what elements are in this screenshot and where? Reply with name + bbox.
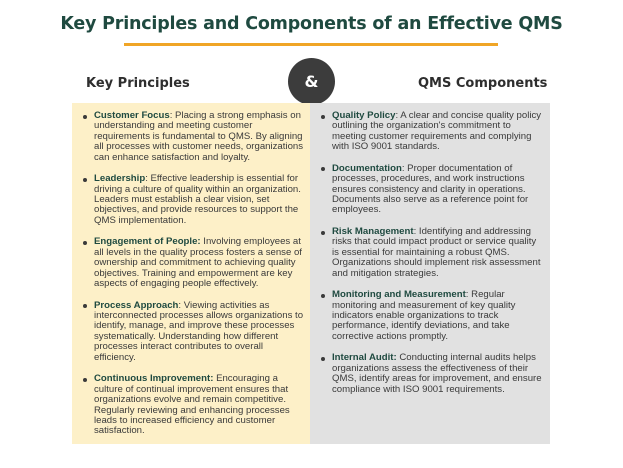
page-title: Key Principles and Components of an Effective QMS xyxy=(60,14,563,34)
principle-item xyxy=(80,374,304,436)
principle-text: Encouraging a culture of continual improvement ensures that organizations evolve and remain competitive. Regularly reviewing and enhancing processes leads to increased efficiency and customer satisfaction. xyxy=(94,373,290,437)
right-column-heading: QMS Components xyxy=(418,76,548,91)
component-item xyxy=(318,353,544,395)
principle-text: Involving employees at all levels in the quality process fosters a sense of ownership and commitment to achieving quality objectives. Training and empowerment are key aspects of engaging people effectively. xyxy=(94,236,302,290)
component-item: Quality Policy: A clear and concise quality policy outlining the organization's commitment to meeting customer requirements and complying with ISO 9001 standards. xyxy=(318,111,544,153)
components-list xyxy=(318,111,544,395)
component-text: Proper documentation of processes, procedures, and work instructions ensures consistency and clarity in operations. Documents also serve as a reference point for employees. xyxy=(332,162,529,216)
principle-term: Engagement of People: xyxy=(94,236,201,248)
component-text: A clear and concise quality policy outlining the organization's commitment to meeting customer requirements and complying with ISO 9001 standards. xyxy=(332,110,542,153)
component-term: Quality Policy xyxy=(332,110,396,121)
component-text: Regular monitoring and measurement of key quality indicators enable organizations to track performance, identify deviations, and take corrective actions promptly. xyxy=(332,289,516,342)
principle-text: Viewing activities as interconnected processes allows organizations to identify, manage, and improve these processes systematically. Understanding how different processes interact contributes to overall efficiency. xyxy=(94,299,304,363)
component-text: Conducting internal audits helps organizations assess the effectiveness of their QMS, identify areas for improvement, and ensure compliance with ISO 9001 requirements. xyxy=(332,352,542,395)
component-term: Monitoring and Measurement xyxy=(332,289,466,301)
principle-text: Placing a strong emphasis on understanding and meeting customer requirements is fundamental to QMS. By aligning all processes with customer needs, organizations can enhance satisfaction and loyalty. xyxy=(94,110,304,163)
principle-term: Leadership xyxy=(94,173,146,185)
component-item: Monitoring and Measurement: Regular monitoring and measurement of key quality indicators enable organizations to track performance, identify deviations, and take corrective actions promptly. xyxy=(318,290,544,342)
component-term: Internal Audit: xyxy=(332,352,397,364)
title-underline xyxy=(124,43,498,46)
component-item: Documentation: Proper documentation of processes, procedures, and work instructions ensures consistency and clarity in operations. Documents also serve as a reference point for employees. xyxy=(318,164,544,216)
principle-text: Effective leadership is essential for driving a culture of quality within an organization. Leaders must establish a clear vision, set objectives, and provide resources to support the QMS implementation. xyxy=(94,173,301,226)
ampersand-badge: & xyxy=(288,58,335,105)
component-term: Risk Management xyxy=(332,226,414,238)
principle-item: Leadership: Effective leadership is essential for driving a culture of quality within an organization. Leaders must establish a clear vision, set objectives, and provide resources to support the QMS implementation. xyxy=(80,174,304,226)
key-principles-panel xyxy=(72,103,310,444)
principle-item: Customer Focus: Placing a strong emphasis on understanding and meeting customer requirements is fundamental to QMS. By aligning all processes with customer needs, organizations can enhance satisfaction and loyalty. xyxy=(80,111,304,163)
principle-item: Process Approach: Viewing activities as interconnected processes allows organizations to identify, manage, and improve these processes systematically. Understanding how different processes interact contributes to overall efficiency. xyxy=(80,301,304,363)
principle-term: Customer Focus xyxy=(94,110,170,121)
left-column-heading: Key Principles xyxy=(86,76,190,91)
qms-components-panel xyxy=(310,103,550,444)
principle-item xyxy=(80,237,304,289)
component-term: Documentation xyxy=(332,162,402,174)
principles-list xyxy=(80,111,304,437)
component-item: Risk Management: Identifying and addressing risks that could impact product or service quality is essential for maintaining a robust QMS. Organizations should implement risk assessment and mitigation strategies. xyxy=(318,227,544,279)
component-text: Identifying and addressing risks that could impact product or service quality is essential for maintaining a robust QMS. Organizations should implement risk assessment and mitigation strategies. xyxy=(332,226,541,279)
principle-term: Continuous Improvement: xyxy=(94,373,214,385)
principle-term: Process Approach xyxy=(94,299,179,311)
